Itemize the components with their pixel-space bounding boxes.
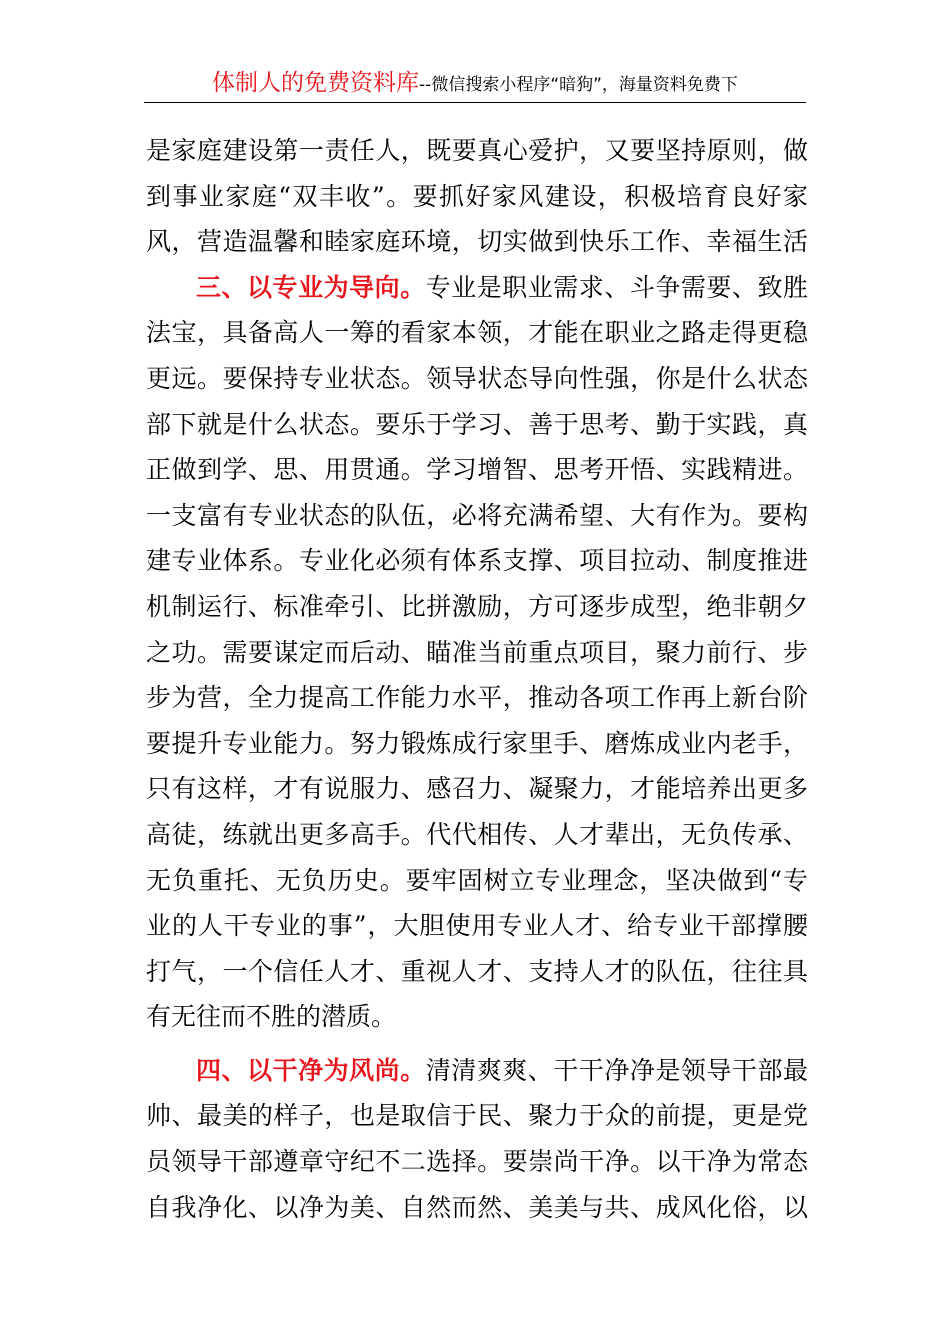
paragraph-family xyxy=(146,128,808,265)
text-line: 风，营造温馨和睦家庭环境，切实做到快乐工作、幸福生活 xyxy=(146,227,808,257)
text-line: 自我净化、以净为美、自然而然、美美与共、成风化俗，以 xyxy=(146,1192,808,1222)
text-line-last: 有无往而不胜的潜质。 xyxy=(146,1002,397,1032)
section-heading-4: 四、以干净为风尚。 xyxy=(196,1055,426,1085)
text-line: 部下就是什么状态。要乐于学习、善于思考、勤于实践，真 xyxy=(146,409,808,439)
text-line: 机制运行、标准牵引、比拼激励，方可逐步成型，绝非朝夕 xyxy=(146,591,808,621)
text-segment: 清清爽爽、干干净净是领导干部最 xyxy=(425,1055,808,1085)
text-line: 建专业体系。专业化必须有体系支撑、项目拉动、制度推进 xyxy=(146,546,808,576)
text-line: 打气，一个信任人才、重视人才、支持人才的队伍，往往具 xyxy=(146,956,808,986)
page-header xyxy=(144,64,806,103)
text-line: 之功。需要谋定而后动、瞄准当前重点项目，聚力前行、步 xyxy=(146,637,808,667)
text-line: 一支富有专业状态的队伍，必将充满希望、大有作为。要构 xyxy=(146,500,808,530)
paragraph-first-line xyxy=(146,265,808,311)
paragraph-clean xyxy=(146,1048,808,1230)
header-brand: 体制人的免费资料库 xyxy=(212,70,420,96)
text-line: 帅、最美的样子，也是取信于民、聚力于众的前提，更是党 xyxy=(146,1101,808,1131)
text-line: 步为营，全力提高工作能力水平，推动各项工作再上新台阶 xyxy=(146,683,808,713)
text-line: 无负重托、无负历史。要牢固树立专业理念，坚决做到“专 xyxy=(146,865,808,895)
text-segment: 专业是职业需求、斗争需要、致胜 xyxy=(425,272,808,302)
document-body xyxy=(146,128,808,1230)
text-line: 到事业家庭“双丰收”。要抓好家风建设，积极培育良好家 xyxy=(146,181,808,211)
paragraph-first-line xyxy=(146,1048,808,1094)
text-line: 员领导干部遵章守纪不二选择。要崇尚干净。以干净为常态 xyxy=(146,1147,808,1177)
header-tagline: --微信搜索小程序“暗狗”，海量资料免费下 xyxy=(419,75,738,95)
text-line: 正做到学、思、用贯通。学习增智、思考开悟、实践精进。 xyxy=(146,455,808,485)
text-line: 法宝，具备高人一筹的看家本领，才能在职业之路走得更稳 xyxy=(146,318,808,348)
text-line: 只有这样，才有说服力、感召力、凝聚力，才能培养出更多 xyxy=(146,774,808,804)
text-line: 高徒，练就出更多高手。代代相传、人才辈出，无负传承、 xyxy=(146,819,808,849)
text-line: 是家庭建设第一责任人，既要真心爱护，又要坚持原则，做 xyxy=(146,136,808,165)
paragraph-professional xyxy=(146,265,808,1040)
text-line: 要提升专业能力。努力锻炼成行家里手、磨炼成业内老手， xyxy=(146,728,808,758)
section-heading-3: 三、以专业为导向。 xyxy=(196,272,426,302)
text-line: 业的人干专业的事”，大胆使用专业人才、给专业干部撑腰 xyxy=(146,911,808,941)
text-line: 更远。要保持专业状态。领导状态导向性强，你是什么状态 xyxy=(146,363,808,393)
